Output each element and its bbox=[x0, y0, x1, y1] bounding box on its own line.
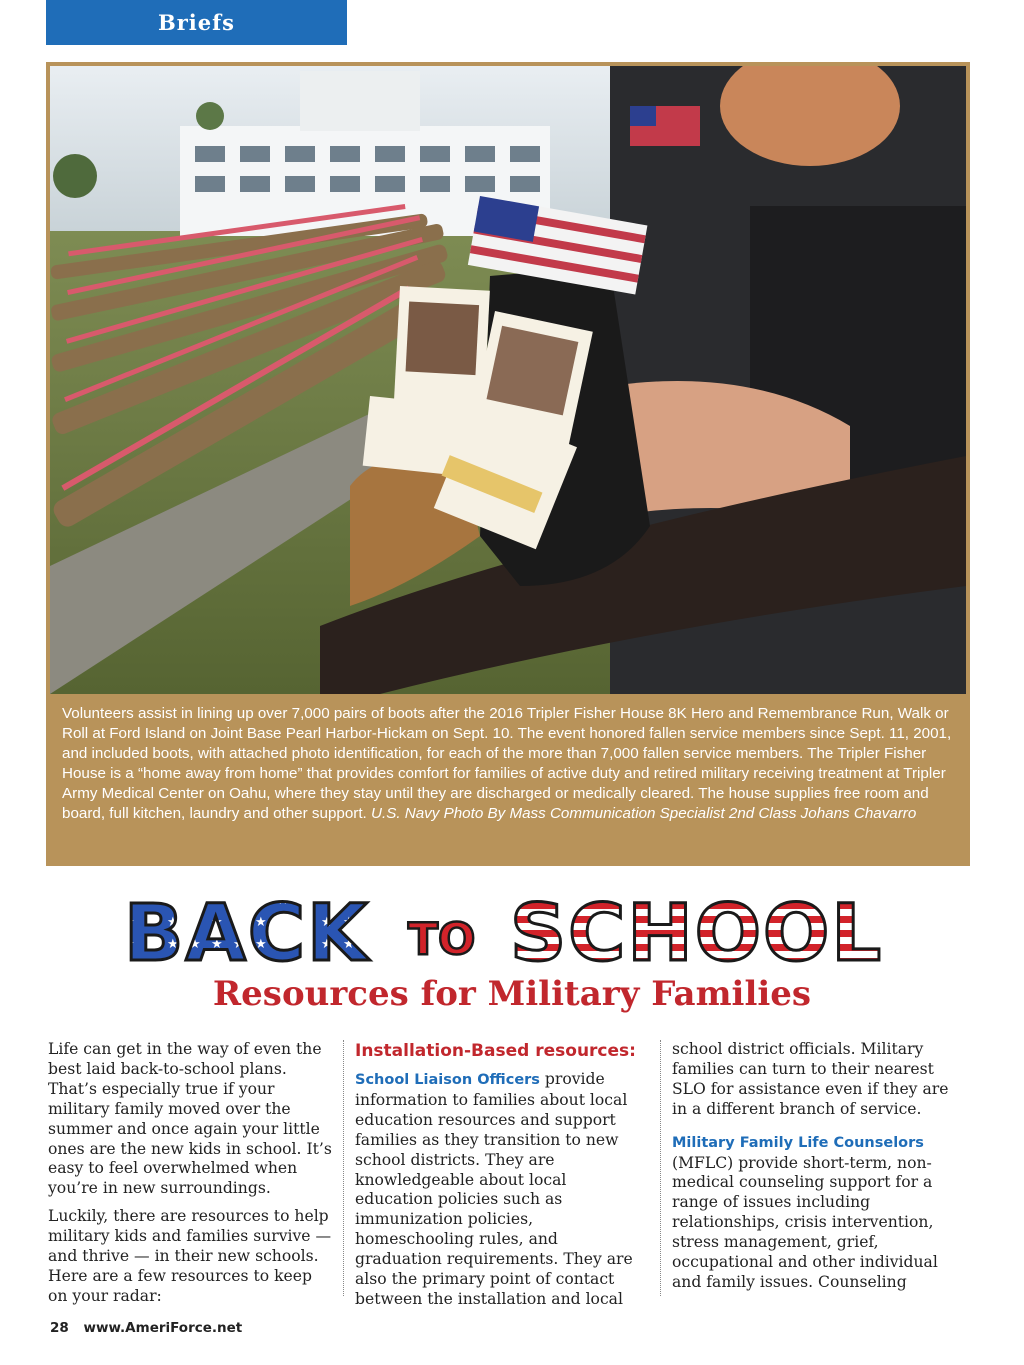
paragraph bbox=[355, 1070, 645, 1310]
article-column-3 bbox=[672, 1040, 962, 1301]
photo-frame bbox=[46, 62, 970, 866]
headline-word-back: BACK bbox=[124, 889, 370, 974]
article-column-1 bbox=[48, 1040, 332, 1315]
photo-caption bbox=[62, 704, 954, 824]
paragraph: school district officials. Military families can turn to their nearest SLO for assistance even if they are in a different branch of service. bbox=[672, 1040, 949, 1118]
photo-credit: U.S. Navy Photo By Mass Communication Specialist 2nd Class Johans Chavarro bbox=[371, 805, 917, 822]
resource-text: (MFLC) provide short-term, non-medical counseling support for a range of issues including relationships, crisis intervention, stress management, grief, occupational and other individual and family issues. Counseling bbox=[672, 1153, 938, 1291]
article-subhead: Resources for Military Families bbox=[212, 974, 812, 1014]
section-label: Briefs bbox=[157, 10, 235, 35]
resource-name: School Liaison Officers bbox=[355, 1072, 540, 1088]
caption-text: Volunteers assist in lining up over 7,000 pairs of boots after the 2016 Tripler Fisher House 8K Hero and Remembrance Run, Walk or Roll at Ford Island on Joint Base Pearl Harbor-Hickam on Sept. 10. The event honored fallen service members since Sept. 11, 2001, and included boots, with attached photo identification, for each of the more than 7,000 fallen service members. The Tripler Fisher House is a “home away from home” that provides comfort for families of active duty and retired military receiving treatment at Tripler Army Medical Center on Oahu, where they stay until they are discharged or medically cleared. The house supplies free room and board, full kitchen, laundry and other support. bbox=[62, 705, 952, 822]
paragraph bbox=[672, 1134, 962, 1293]
footer-url[interactable]: www.AmeriForce.net bbox=[83, 1320, 243, 1336]
column-heading: Installation-Based resources: bbox=[355, 1041, 636, 1061]
back-to-school-headline bbox=[118, 888, 926, 974]
page-number: 28 bbox=[50, 1320, 69, 1336]
column-divider bbox=[343, 1040, 344, 1296]
feature-photo bbox=[50, 66, 966, 694]
photo-boots-memorial-icon bbox=[50, 66, 966, 694]
paragraph: Life can get in the way of even the best laid back-to-school plans. That’s especially true if your military family moved over the summer and once again your little ones are the new kids in school. It’s easy to feel overwhelmed when you’re in new surroundings. bbox=[48, 1040, 332, 1198]
resource-name: Military Family Life Counselors bbox=[672, 1134, 924, 1151]
paragraph: Luckily, there are resources to help military kids and families survive — and thrive — in their new schools. Here are a few resources to keep on your radar: bbox=[48, 1207, 332, 1305]
article-column-2 bbox=[355, 1040, 645, 1318]
headline-word-school: SCHOOL bbox=[510, 889, 884, 974]
section-tab bbox=[46, 0, 347, 45]
page-footer bbox=[50, 1320, 242, 1336]
column-divider bbox=[660, 1040, 661, 1296]
resource-text: provide information to families about local education resources and support families as they transition to new school districts. They are knowledgeable about local education policies such as immunization policies, homeschooling rules, and graduation requirements. They are also the primary point of contact between the installation and local bbox=[355, 1070, 633, 1308]
headline-word-to: TO bbox=[408, 914, 476, 965]
